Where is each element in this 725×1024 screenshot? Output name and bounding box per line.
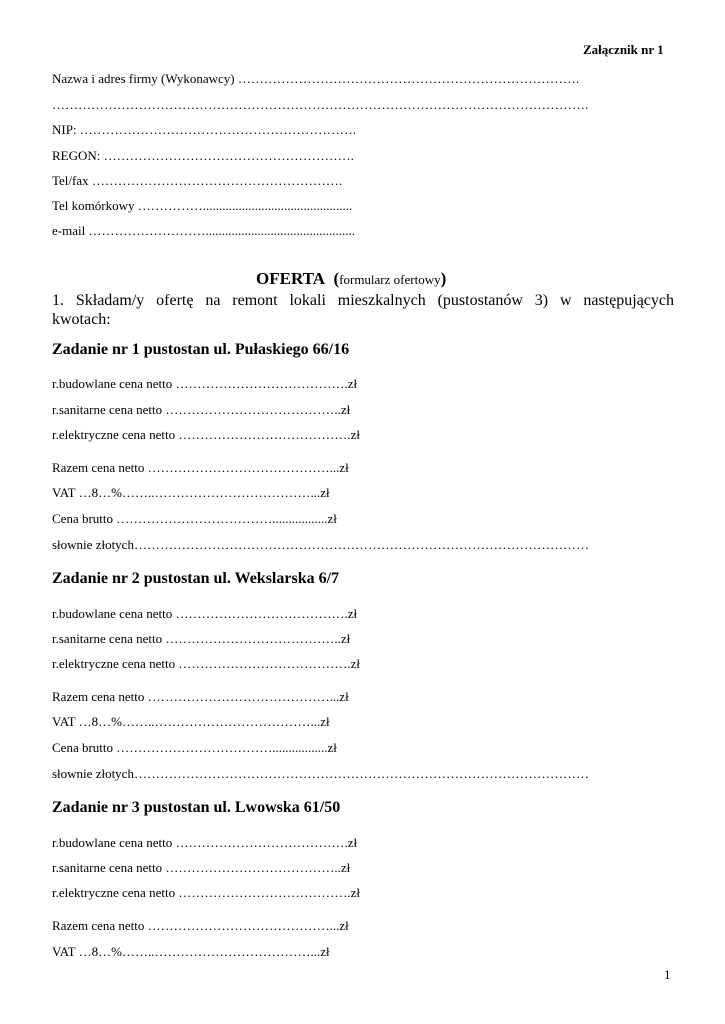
offer-intro-line1: 1. Składam/y ofertę na remont lokali mieszkalnych (pustostanów 3) w następujących: [52, 292, 674, 309]
task-1-budowlane-field[interactable]: r.budowlane cena netto ………………………………….zł: [52, 376, 358, 391]
offer-intro: [52, 291, 674, 329]
offer-subtitle-close: ): [440, 269, 447, 288]
offer-intro-line2: kwotach:: [52, 311, 111, 328]
task-2-elektryczne-field[interactable]: r.elektryczne cena netto ………………………………….zł: [52, 656, 360, 671]
task-3-sanitarne-field[interactable]: r.sanitarne cena netto …………………………………..zł: [52, 860, 351, 875]
task-3-vat-field[interactable]: VAT …8…%……..………………………………...zł: [52, 944, 330, 959]
task-3-heading: Zadanie nr 3 pustostan ul. Lwowska 61/50: [52, 799, 341, 816]
task-1-vat-field[interactable]: VAT …8…%……..………………………………...zł: [52, 485, 330, 500]
contractor-name-field-continued[interactable]: …………………………………………………………………………………………………………….: [52, 97, 589, 112]
task-3-elektryczne-field[interactable]: r.elektryczne cena netto ………………………………….zł: [52, 885, 360, 900]
task-1-heading: Zadanie nr 1 pustostan ul. Pułaskiego 66/16: [52, 341, 350, 358]
task-1-razem-field[interactable]: Razem cena netto ……………………………………...zł: [52, 460, 349, 475]
task-2-razem-field[interactable]: Razem cena netto ……………………………………...zł: [52, 689, 349, 704]
offer-subtitle: formularz ofertowy: [339, 272, 441, 287]
nip-field[interactable]: NIP: ……………………………………………………….: [52, 122, 357, 137]
offer-title-text: OFERTA: [256, 269, 325, 288]
task-1-brutto-field[interactable]: Cena brutto ……………………………….................zł: [52, 511, 337, 526]
task-2-vat-field[interactable]: VAT …8…%……..………………………………...zł: [52, 714, 330, 729]
task-2-slownie-field[interactable]: słownie złotych……………………………………………………………………………………………: [52, 766, 589, 781]
task-2-heading: Zadanie nr 2 pustostan ul. Wekslarska 6/7: [52, 570, 340, 587]
mobile-field[interactable]: Tel komórkowy ……………..............................................: [52, 198, 353, 213]
annex-label: Załącznik nr 1: [583, 42, 664, 57]
email-field[interactable]: e-mail ………………………..............................................: [52, 223, 355, 238]
task-3-budowlane-field[interactable]: r.budowlane cena netto ………………………………….zł: [52, 835, 358, 850]
task-2-budowlane-field[interactable]: r.budowlane cena netto ………………………………….zł: [52, 606, 358, 621]
regon-field[interactable]: REGON: ………………………………………………….: [52, 148, 354, 163]
task-2-sanitarne-field[interactable]: r.sanitarne cena netto …………………………………..zł: [52, 631, 351, 646]
task-1-elektryczne-field[interactable]: r.elektryczne cena netto ………………………………….zł: [52, 427, 360, 442]
task-3-razem-field[interactable]: Razem cena netto ……………………………………...zł: [52, 918, 349, 933]
offer-subtitle-open: (: [333, 269, 340, 288]
task-1-sanitarne-field[interactable]: r.sanitarne cena netto …………………………………..zł: [52, 402, 351, 417]
contractor-name-field[interactable]: Nazwa i adres firmy (Wykonawcy) …………………………………………………………………….: [52, 71, 580, 86]
task-2-brutto-field[interactable]: Cena brutto ……………………………….................zł: [52, 740, 337, 755]
page-number: 1: [664, 967, 671, 982]
offer-title: [256, 269, 446, 289]
task-1-slownie-field[interactable]: słownie złotych……………………………………………………………………………………………: [52, 537, 589, 552]
telfax-field[interactable]: Tel/fax ………………………………………………….: [52, 173, 343, 188]
